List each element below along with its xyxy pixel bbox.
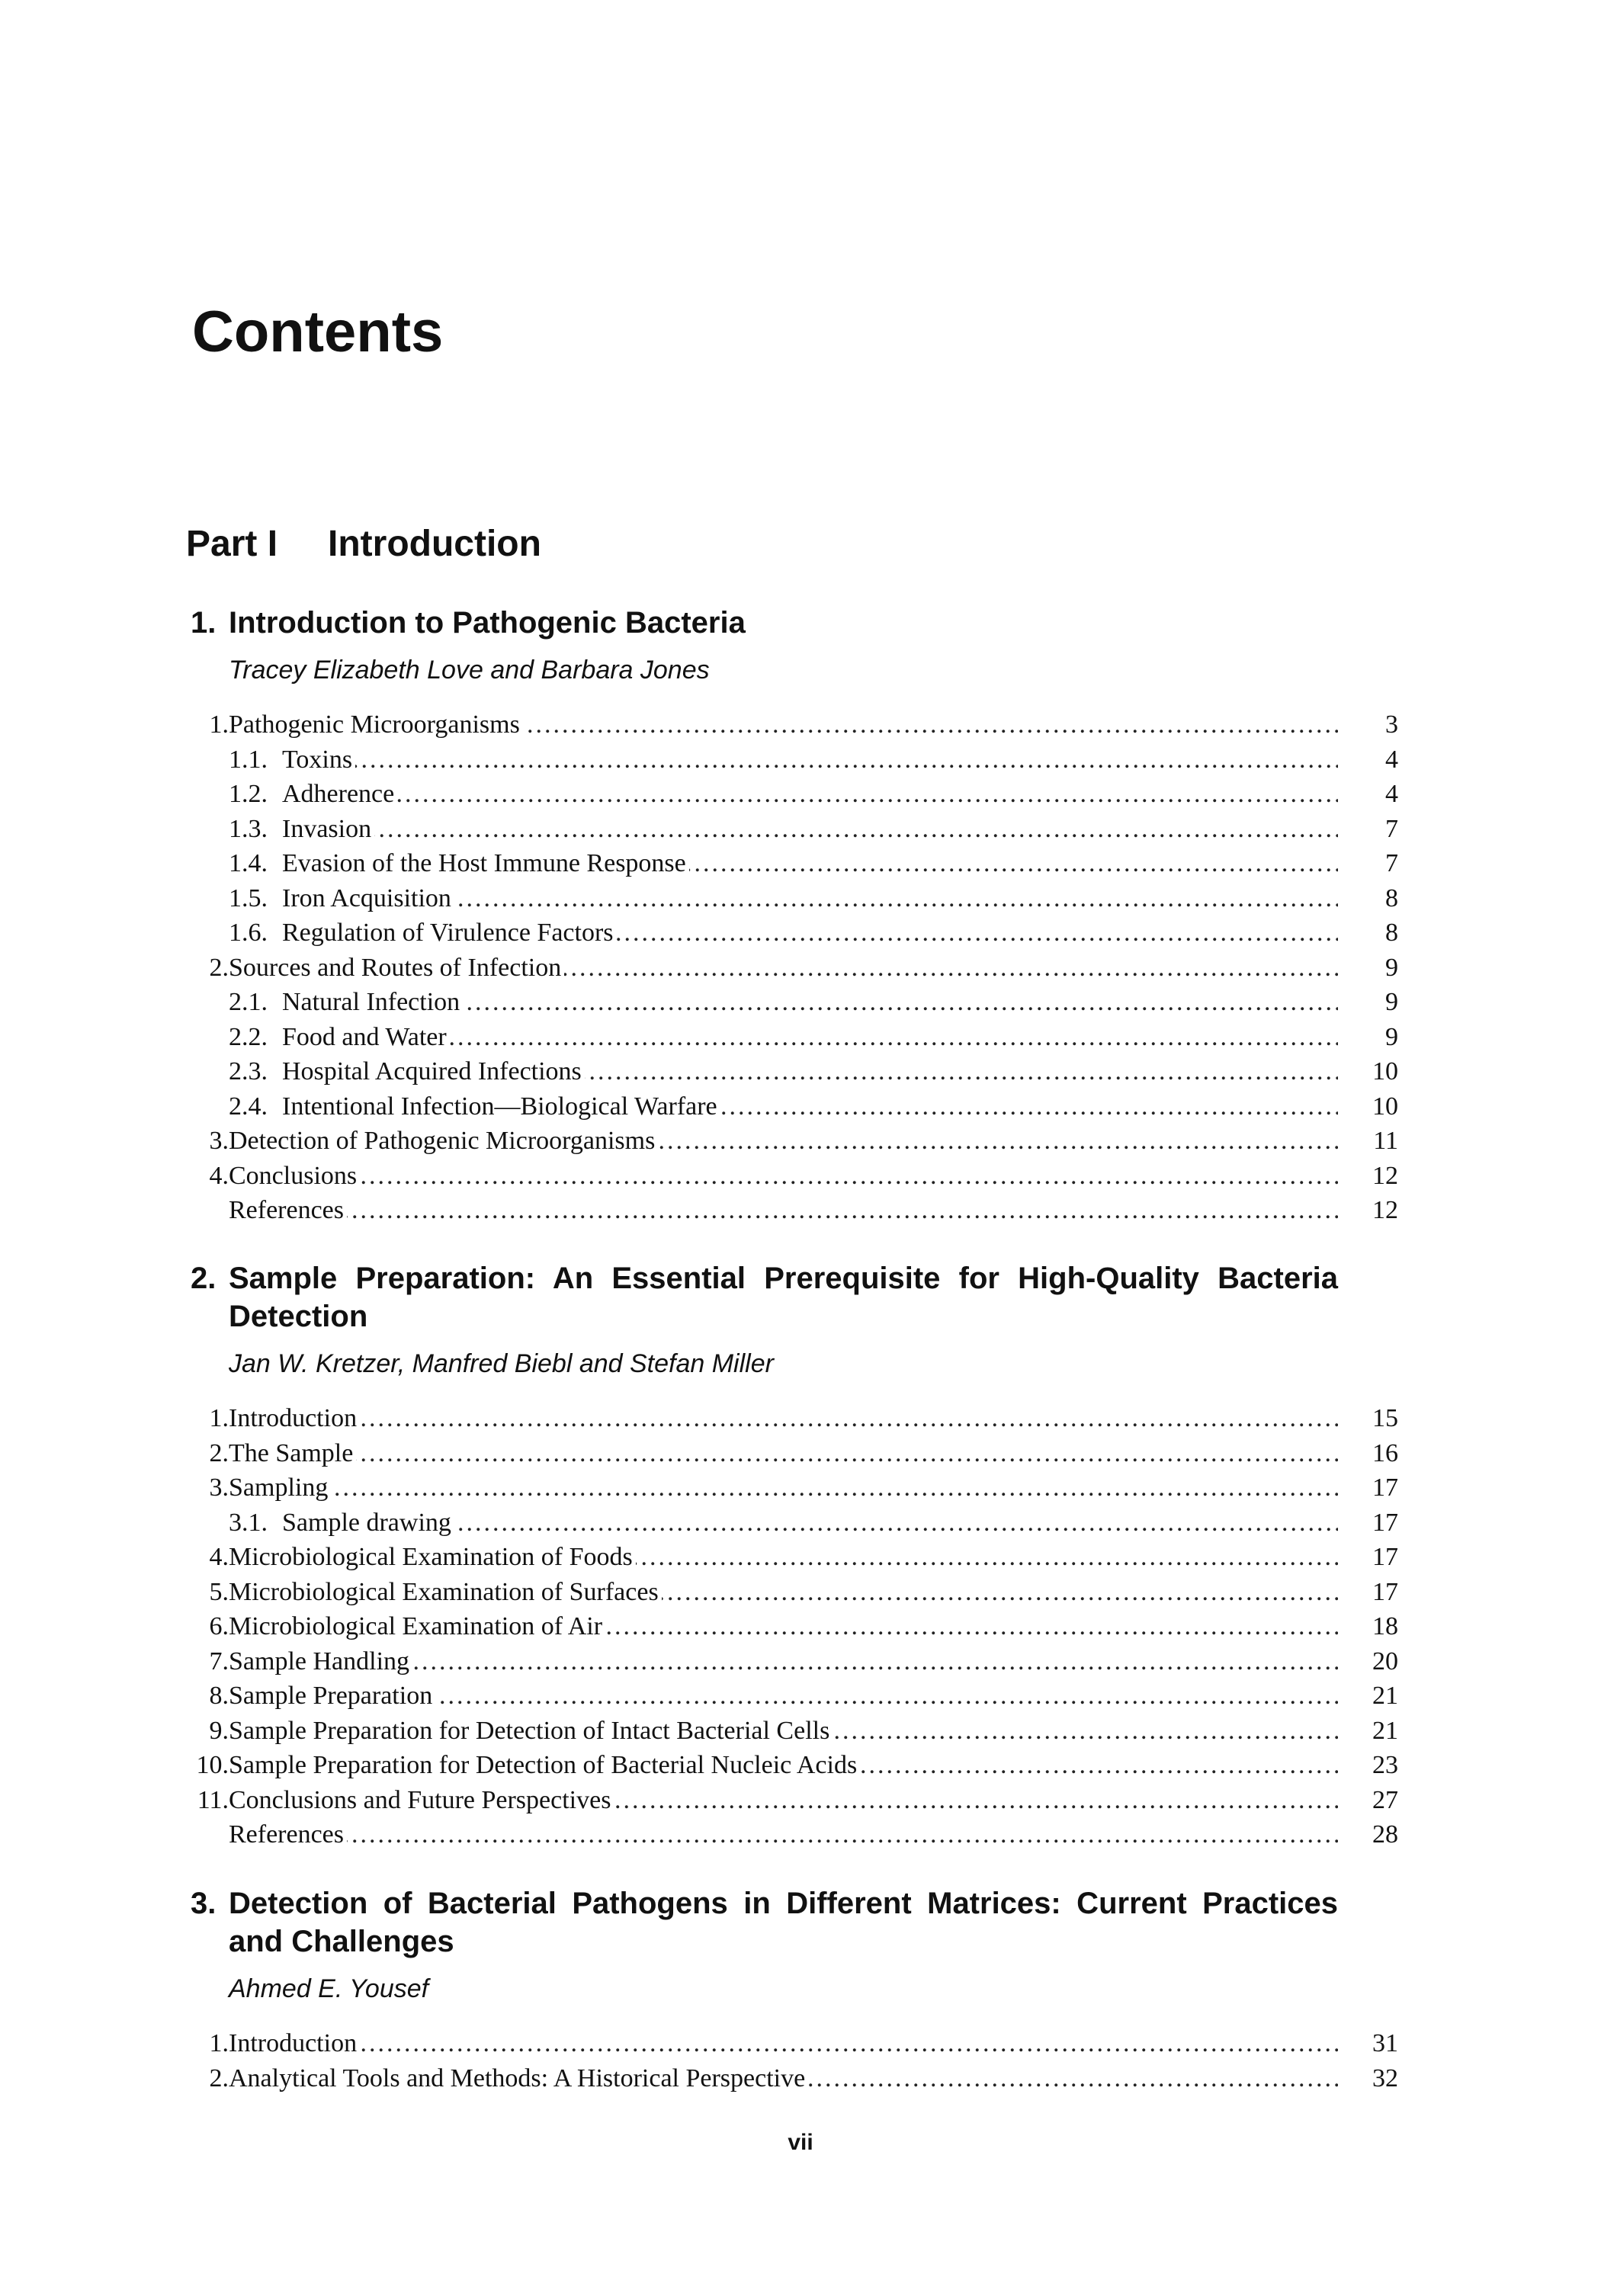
toc-entry-leader	[282, 846, 1338, 881]
toc-entry-page: 17	[1372, 1543, 1398, 1571]
toc-entry-page: 20	[1372, 1647, 1398, 1676]
toc-entry-page: 12	[1372, 1196, 1398, 1224]
toc-entry-number: 5.	[209, 1577, 229, 1606]
toc-entry-number: 3.	[209, 1473, 229, 1502]
toc-entry[interactable]	[0, 1401, 1601, 1436]
toc-entry-page: 9	[1385, 988, 1398, 1016]
toc-entry-label: Adherence	[282, 780, 397, 808]
toc-entry-number: 11.	[197, 1785, 229, 1814]
toc-entry-leader	[229, 1540, 1338, 1575]
toc-entry[interactable]	[0, 1193, 1601, 1228]
page-number: vii	[788, 2130, 813, 2155]
chapter-authors: Jan W. Kretzer, Manfred Biebl and Stefan Miller	[229, 1349, 774, 1378]
toc-entry-leader	[229, 1783, 1338, 1818]
toc-entry-label: Natural Infection	[282, 988, 463, 1016]
toc-entry-page: 31	[1372, 2029, 1398, 2057]
toc-entry-page: 8	[1385, 883, 1398, 912]
toc-entry-leader	[229, 1436, 1338, 1471]
toc-entry[interactable]	[0, 1159, 1601, 1194]
toc-entry-page: 17	[1372, 1508, 1398, 1537]
toc-entry-page: 7	[1385, 849, 1398, 877]
toc-entry-label: Introduction	[229, 2029, 360, 2057]
toc-entry-label: Intentional Infection—Biological Warfare	[282, 1092, 720, 1121]
toc-entry-label: References	[229, 1820, 347, 1849]
toc-entry-number: 8.	[209, 1682, 229, 1710]
toc-entry[interactable]	[0, 742, 1601, 778]
toc-entry-number: 1.6.	[229, 919, 268, 947]
toc-entry[interactable]	[0, 1644, 1601, 1679]
toc-entry-page: 3	[1385, 710, 1398, 739]
toc-entry-leader	[229, 1124, 1338, 1159]
toc-entry-number: 4.	[209, 1543, 229, 1571]
toc-entry-number: 7.	[209, 1647, 229, 1676]
toc-entry-number: 6.	[209, 1612, 229, 1640]
toc-entry-page: 28	[1372, 1820, 1398, 1849]
toc-entry-page: 23	[1372, 1751, 1398, 1779]
toc-entry-number: 1.	[209, 2029, 229, 2057]
toc-entry-label: Sample Preparation for Detection of Bacterial Nucleic Acids	[229, 1751, 860, 1779]
toc-entry-page: 32	[1372, 2064, 1398, 2092]
toc-entry-number: 2.3.	[229, 1057, 268, 1085]
chapter-title	[191, 1884, 1338, 1961]
toc-entry-page: 9	[1385, 953, 1398, 982]
page-title: Contents	[192, 300, 444, 364]
toc-entry-page: 17	[1372, 1577, 1398, 1606]
chapter-title-text: Detection of Bacterial Pathogens in Different Matrices: Current Practices and Challenges	[229, 1887, 1338, 1958]
toc-entry-label: Pathogenic Microorganisms	[229, 710, 523, 739]
toc-entry-number: 1.2.	[229, 780, 268, 808]
toc-entry-leader	[229, 1714, 1338, 1749]
chapter-title	[191, 604, 1338, 642]
toc-entry[interactable]	[0, 1436, 1601, 1471]
toc-entry-label: References	[229, 1196, 347, 1224]
toc-entry-leader	[282, 1054, 1338, 1089]
toc-entry-leader	[282, 742, 1338, 778]
toc-entry-page: 4	[1385, 780, 1398, 808]
chapter-title-text: Sample Preparation: An Essential Prerequisite for High-Quality Bacteria Detection	[229, 1262, 1338, 1333]
toc-entry[interactable]	[0, 1054, 1601, 1089]
toc-entry-leader	[229, 1748, 1338, 1783]
chapter-title-text: Introduction to Pathogenic Bacteria	[229, 606, 746, 640]
toc-entry-page: 15	[1372, 1404, 1398, 1432]
toc-entry-page: 21	[1372, 1716, 1398, 1745]
toc-entry-label: Sample drawing	[282, 1509, 454, 1537]
toc-entry-leader	[229, 1401, 1338, 1436]
toc-entry-number: 9.	[209, 1716, 229, 1745]
toc-entry[interactable]	[0, 1609, 1601, 1644]
toc-entry-leader	[229, 1470, 1338, 1506]
toc-entry-leader	[229, 1679, 1338, 1714]
toc-entry[interactable]	[0, 707, 1601, 742]
toc-entry-leader	[229, 1817, 1338, 1852]
toc-entry-number: 2.4.	[229, 1092, 268, 1121]
part-heading	[186, 526, 541, 563]
toc-entry-leader	[229, 2061, 1338, 2096]
toc-entry[interactable]	[0, 881, 1601, 916]
toc-entry-number: 3.1.	[229, 1508, 268, 1537]
part-title: Introduction	[328, 524, 541, 564]
toc-entry[interactable]	[0, 2061, 1601, 2096]
toc-entry-leader	[282, 812, 1338, 847]
toc-entry-label: Conclusions and Future Perspectives	[229, 1786, 614, 1814]
toc-entry[interactable]	[0, 1506, 1601, 1541]
toc-entry-number: 1.5.	[229, 883, 268, 912]
toc-entry-page: 18	[1372, 1612, 1398, 1640]
toc-entry[interactable]	[0, 1714, 1601, 1749]
toc-entry-number: 1.3.	[229, 814, 268, 843]
toc-entry-label: Sample Handling	[229, 1647, 412, 1676]
toc-entry[interactable]	[0, 951, 1601, 986]
chapter-authors: Tracey Elizabeth Love and Barbara Jones	[229, 656, 710, 685]
toc-entry-label: Sampling	[229, 1473, 331, 1502]
toc-entry-leader	[229, 951, 1338, 986]
toc-entry-number: 2.	[209, 953, 229, 982]
toc-entry[interactable]	[0, 777, 1601, 812]
toc-entry-leader	[229, 1193, 1338, 1228]
toc-entry-leader	[282, 881, 1338, 916]
toc-entry-number: 3.	[209, 1127, 229, 1155]
toc-entry-number: 1.	[209, 1404, 229, 1432]
toc-entry-label: Microbiological Examination of Air	[229, 1612, 605, 1640]
toc-entry-label: Regulation of Virulence Factors	[282, 919, 617, 947]
chapter-number: 3.	[191, 1887, 217, 1920]
toc-entry-leader	[229, 1609, 1338, 1644]
toc-entry-page: 17	[1372, 1473, 1398, 1502]
toc-entry-leader	[229, 707, 1338, 742]
toc-entry-leader	[282, 1089, 1338, 1124]
toc-entry[interactable]	[0, 1020, 1601, 1055]
toc-entry-label: Sample Preparation	[229, 1682, 435, 1710]
toc-entry-page: 12	[1372, 1161, 1398, 1190]
toc-entry-label: Microbiological Examination of Foods	[229, 1543, 636, 1571]
toc-entry-page: 21	[1372, 1682, 1398, 1710]
toc-entry-label: Microbiological Examination of Surfaces	[229, 1578, 662, 1606]
chapter-number: 1.	[191, 606, 217, 640]
toc-entry-label: Analytical Tools and Methods: A Historical Perspective	[229, 2064, 808, 2092]
toc-entry[interactable]	[0, 1817, 1601, 1852]
toc-entry-label: Iron Acquisition	[282, 884, 454, 912]
toc-entry-page: 8	[1385, 919, 1398, 947]
toc-entry[interactable]	[0, 1679, 1601, 1714]
toc-entry-number: 10.	[196, 1751, 229, 1779]
toc-entry-label: The Sample	[229, 1439, 356, 1467]
chapter-number: 2.	[191, 1262, 217, 1295]
toc-entry-page: 16	[1372, 1438, 1398, 1467]
toc-entry[interactable]	[0, 1470, 1601, 1506]
toc-entry-label: Detection of Pathogenic Microorganisms	[229, 1127, 658, 1155]
toc-entry-label: Toxins	[282, 746, 355, 774]
toc-entry[interactable]	[0, 1089, 1601, 1124]
chapter-title	[191, 1259, 1338, 1336]
toc-entry-number: 4.	[209, 1161, 229, 1190]
toc-entry[interactable]	[0, 1540, 1601, 1575]
toc-entry-leader	[229, 1644, 1338, 1679]
toc-entry-page: 4	[1385, 745, 1398, 774]
toc-entry-leader	[282, 1506, 1338, 1541]
toc-entry-leader	[282, 1020, 1338, 1055]
toc-entry-label: Sources and Routes of Infection	[229, 954, 564, 982]
toc-entry[interactable]	[0, 1124, 1601, 1159]
toc-entry-leader	[229, 2026, 1338, 2061]
toc-entry-label: Food and Water	[282, 1023, 450, 1051]
toc-entry-label: Invasion	[282, 815, 374, 843]
chapter-authors: Ahmed E. Yousef	[229, 1974, 429, 2003]
toc-entry-label: Evasion of the Host Immune Response	[282, 849, 689, 877]
part-number: Part I	[186, 524, 278, 564]
toc-entry-leader	[229, 1159, 1338, 1194]
toc-entry[interactable]	[0, 846, 1601, 881]
toc-entry-leader	[282, 916, 1338, 951]
toc-entry-page: 7	[1385, 814, 1398, 843]
toc-entry-number: 1.1.	[229, 745, 268, 774]
toc-entry-number: 2.	[209, 2064, 229, 2092]
toc-entry-page: 10	[1372, 1057, 1398, 1085]
toc-entry[interactable]	[0, 1575, 1601, 1610]
toc-entry[interactable]	[0, 1748, 1601, 1783]
toc-entry-leader	[282, 777, 1338, 812]
toc-entry[interactable]	[0, 812, 1601, 847]
toc-entry-number: 2.2.	[229, 1022, 268, 1051]
toc-entry[interactable]	[0, 1783, 1601, 1818]
toc-entry-page: 9	[1385, 1022, 1398, 1051]
toc-entry-page: 11	[1373, 1127, 1398, 1155]
toc-entry-label: Sample Preparation for Detection of Intact Bacterial Cells	[229, 1717, 833, 1745]
toc-entry-leader	[229, 1575, 1338, 1610]
toc-entry-number: 1.	[209, 710, 229, 739]
toc-entry-page: 27	[1372, 1785, 1398, 1814]
toc-entry-number: 2.1.	[229, 988, 268, 1016]
toc-entry[interactable]	[0, 916, 1601, 951]
toc-entry[interactable]	[0, 2026, 1601, 2061]
toc-entry-leader	[282, 985, 1338, 1020]
toc-entry-page: 10	[1372, 1092, 1398, 1121]
toc-entry-label: Conclusions	[229, 1162, 360, 1190]
toc-entry-number: 2.	[209, 1438, 229, 1467]
toc-entry[interactable]	[0, 985, 1601, 1020]
toc-entry-label: Introduction	[229, 1404, 360, 1432]
toc-entry-label: Hospital Acquired Infections	[282, 1057, 585, 1085]
toc-entry-number: 1.4.	[229, 849, 268, 877]
